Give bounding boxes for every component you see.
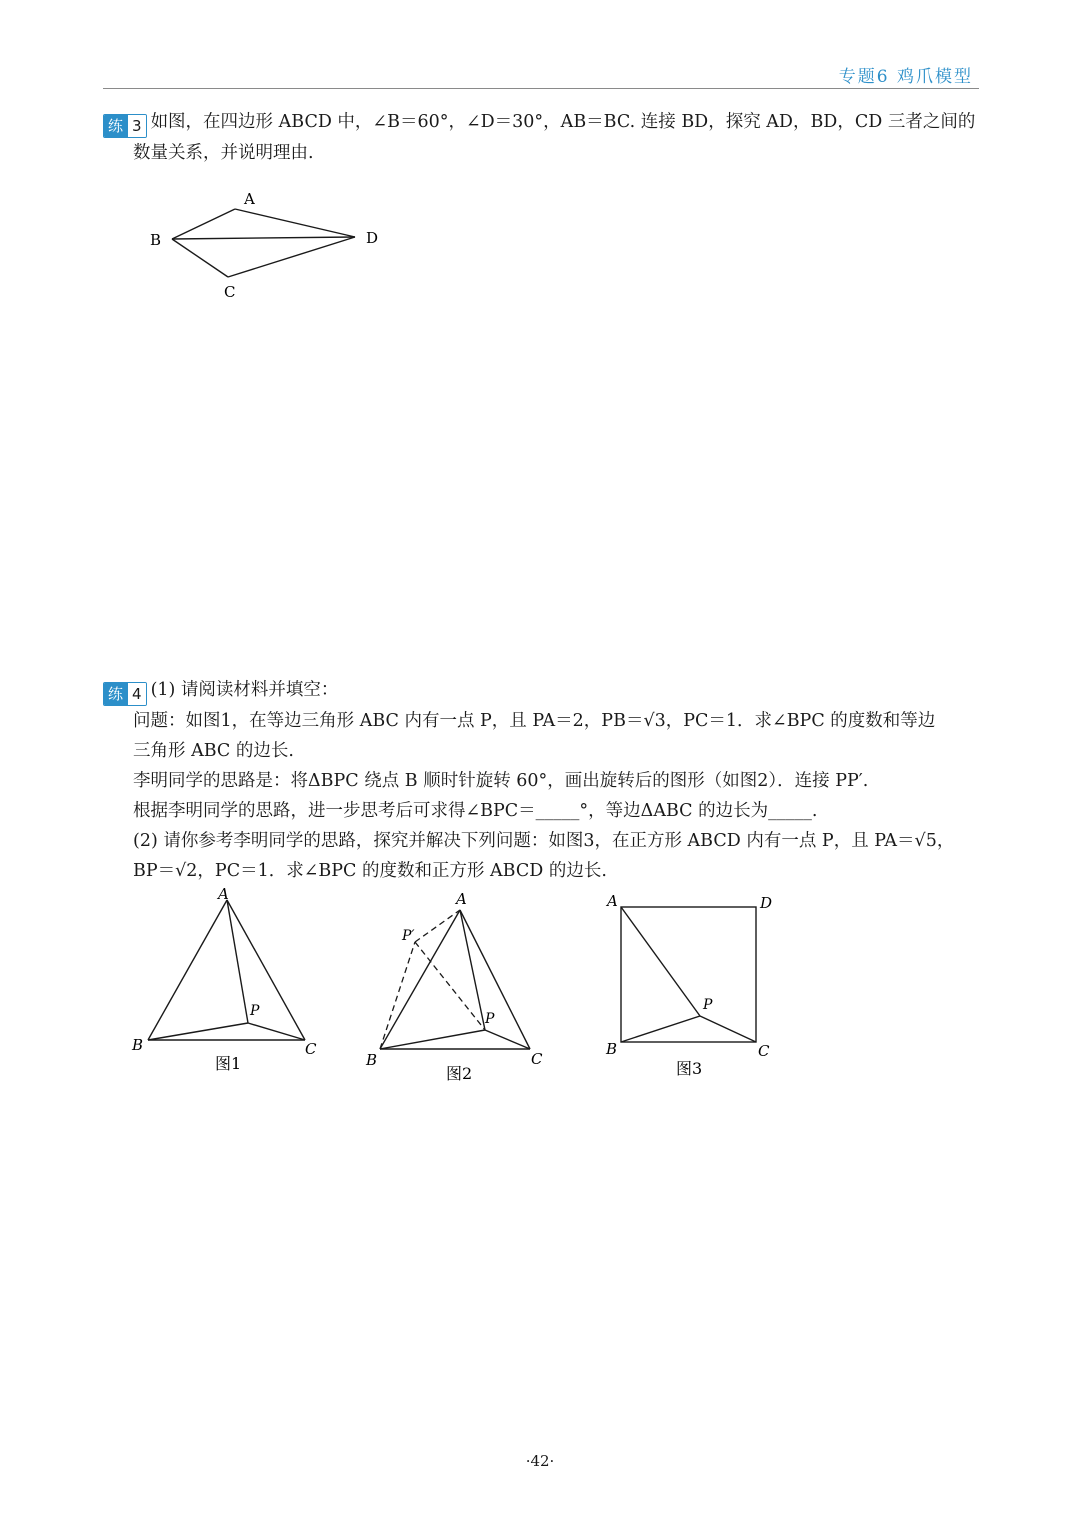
problem-3-tag (103, 114, 147, 138)
fig1-label-p: P (250, 1003, 260, 1019)
fig2-dashed-bp-prime (380, 942, 415, 1049)
fig3-square (621, 907, 756, 1042)
problem-4-text-7: BP＝√2，PC＝1．求∠BPC 的度数和正方形 ABCD 的边长. (133, 861, 607, 881)
fig1-caption: 图1 (215, 1054, 242, 1073)
page-number: ·42· (525, 1452, 555, 1470)
fig1-label-a: A (218, 885, 229, 903)
problem-4-tag (103, 682, 147, 706)
fig3-label-a: A (607, 892, 618, 910)
fig2-dashed-pp-prime (415, 942, 485, 1030)
fig3-label-d: D (760, 894, 773, 912)
problem-4-text-3: 三角形 ABC 的边长. (133, 741, 294, 761)
fig2-segment-pb (380, 1030, 485, 1049)
fig3-caption: 图3 (676, 1059, 703, 1078)
fig1-segment-pb (148, 1023, 248, 1040)
figure-1 (125, 882, 325, 1077)
fig2-dashed-ap-prime (415, 910, 460, 942)
fig1-side-ab (148, 900, 227, 1040)
fig1-label-b: B (132, 1036, 144, 1054)
figure-3 (600, 885, 800, 1085)
fig2-label-p-prime: P′ (402, 928, 415, 944)
fig2-segment-pc (485, 1030, 530, 1049)
segment-ad (235, 209, 355, 237)
problem-4 (103, 675, 983, 886)
problem-3-figure (140, 185, 400, 305)
segment-ab (172, 209, 235, 239)
fig1-label-c: C (305, 1040, 317, 1058)
fig2-label-a: A (456, 890, 467, 908)
label-b: B (150, 231, 162, 249)
fig3-segment-pb (621, 1016, 700, 1042)
segment-cd (228, 237, 355, 277)
problem-3 (103, 107, 983, 168)
fig2-label-c: C (531, 1050, 543, 1068)
fig2-label-b: B (366, 1051, 378, 1069)
fig3-segment-pa (621, 907, 700, 1016)
problem-4-text-5: 根据李明同学的思路，进一步思考后可求得∠BPC＝_____°，等边ΔABC 的边长为_____. (133, 801, 818, 821)
segment-bc (172, 239, 228, 277)
fig2-caption: 图2 (446, 1064, 473, 1083)
fig3-label-b: B (606, 1040, 618, 1058)
problem-4-line-1 (103, 675, 983, 706)
label-a: A (244, 190, 255, 208)
fig3-segment-pc (700, 1016, 756, 1042)
tag-number: 3 (128, 115, 146, 137)
problem-3-text-1: 如图，在四边形 ABCD 中，∠B＝60°，∠D＝30°，AB＝BC. 连接 BD，探究 AD，BD，CD 三者之间的 (150, 112, 976, 132)
problem-4-text-4: 李明同学的思路是：将ΔBPC 绕点 B 顺时针旋转 60°，画出旋转后的图形（如图2）．连接 PP′. (133, 771, 869, 791)
problem-3-text-2: 数量关系，并说明理由. (133, 143, 314, 163)
tag-number: 4 (128, 683, 146, 705)
tag-word: 练 (104, 115, 128, 137)
problem-3-line-1 (103, 107, 983, 138)
label-d: D (366, 229, 379, 247)
problem-4-text-6: (2) 请你参考李明同学的思路，探究并解决下列问题：如图3，在正方形 ABCD 内有一点 P，且 PA＝√5， (133, 831, 955, 851)
segment-bd (172, 237, 355, 239)
fig2-segment-pa (460, 910, 485, 1030)
page-header (103, 58, 979, 89)
fig2-side-ac (460, 910, 530, 1049)
problem-4-text-2: 问题：如图1，在等边三角形 ABC 内有一点 P，且 PA＝2，PB＝√3，PC＝1．求∠BPC 的度数和等边 (133, 711, 936, 731)
label-c: C (224, 283, 236, 301)
fig3-label-p: P (703, 997, 713, 1013)
fig2-side-ab (380, 910, 460, 1049)
fig2-label-p: P (485, 1011, 495, 1027)
problem-4-text-1: (1) 请阅读材料并填空： (150, 680, 339, 700)
fig3-label-c: C (758, 1042, 770, 1060)
figure-2 (360, 882, 560, 1087)
header-title: 专题6 鸡爪模型 (838, 67, 973, 87)
tag-word: 练 (104, 683, 128, 705)
